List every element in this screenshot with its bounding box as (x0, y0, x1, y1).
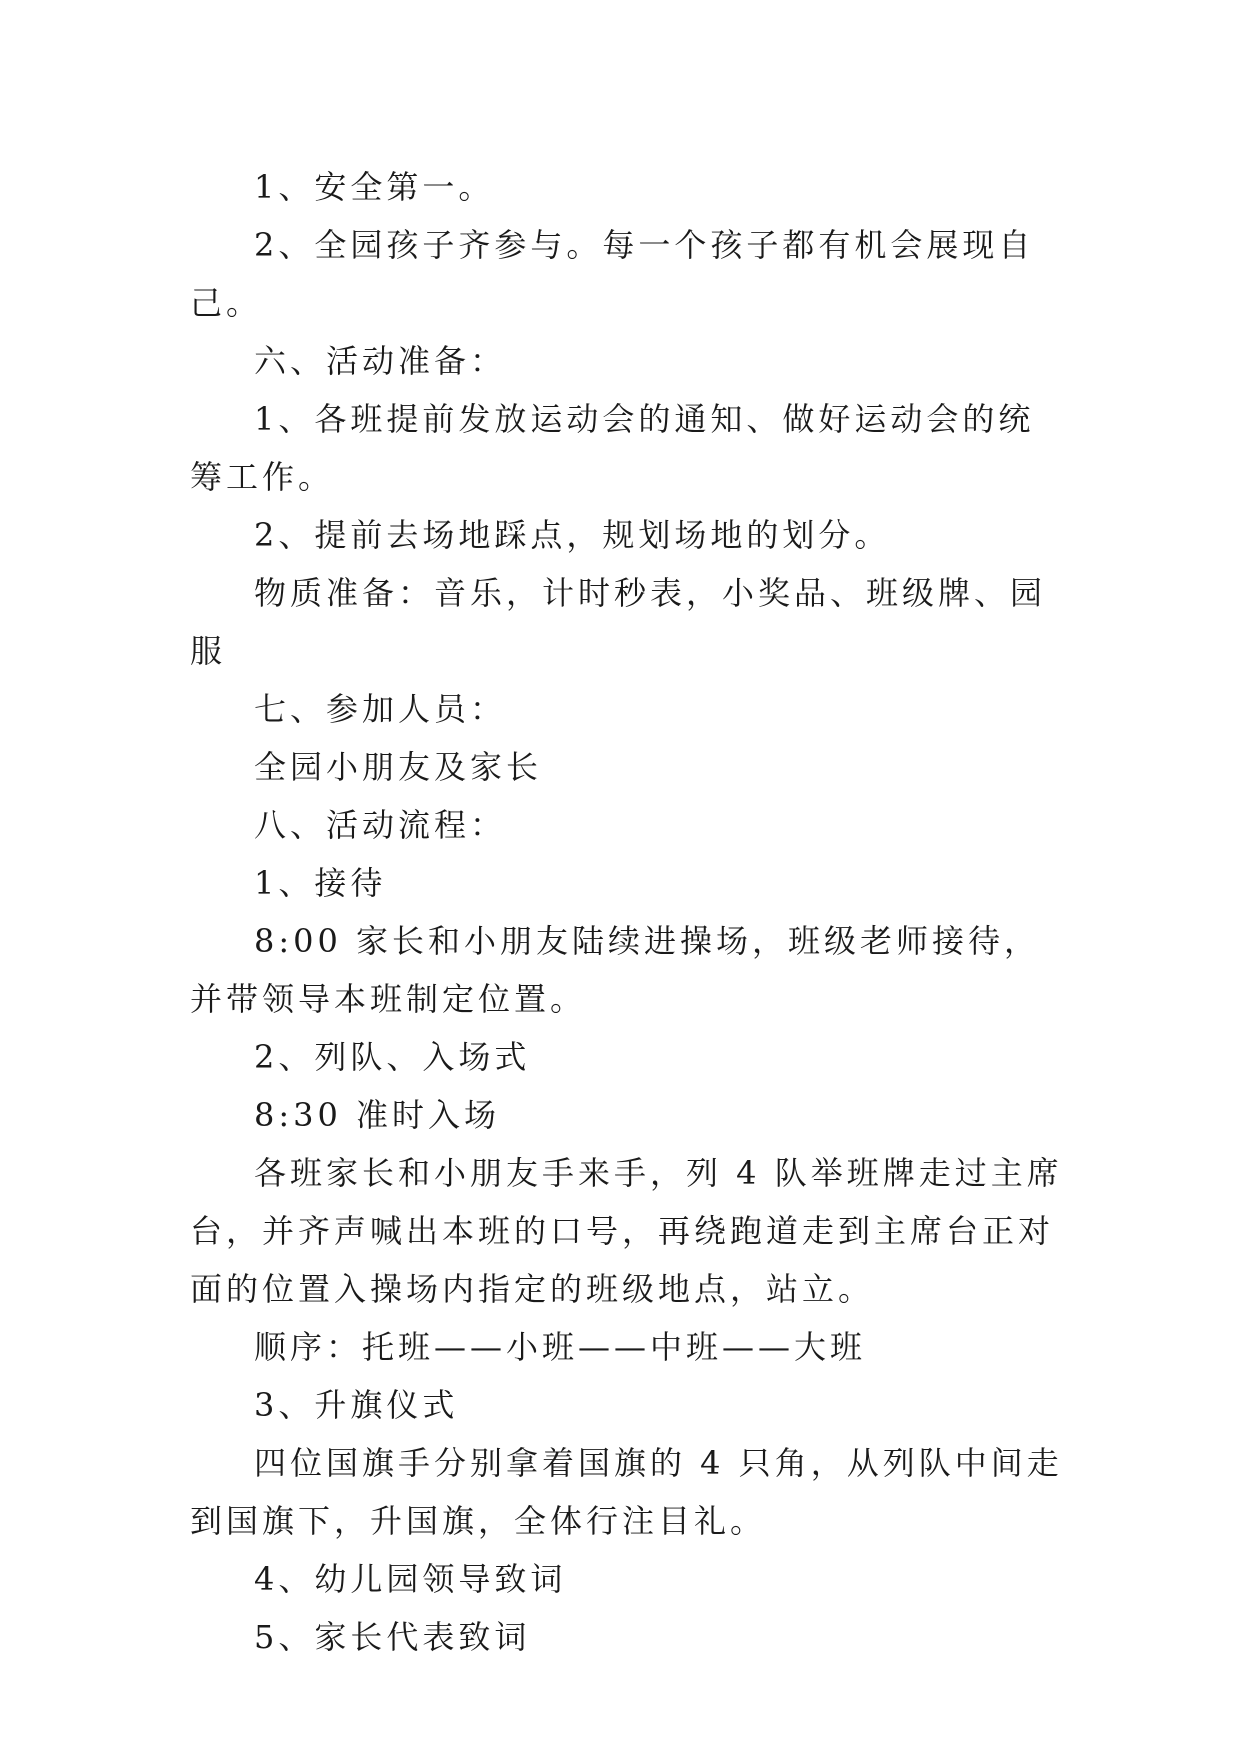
paragraph-safety-first: 1、安全第一。 (254, 168, 495, 206)
paragraph-site-survey: 2、提前去场地踩点，规划场地的划分。 (254, 516, 891, 554)
step-leader-speech: 4、幼儿园领导致词 (254, 1560, 567, 1598)
step-lineup-entrance: 2、列队、入场式 (254, 1038, 531, 1076)
paragraph-flag-raising-detail: 四位国旗手分别拿着国旗的 4 只角，从列队中间走到国旗下，升国旗，全体行注目礼。 (190, 1444, 1063, 1540)
heading-activity-process: 八、活动流程： (254, 806, 507, 844)
paragraph-entrance-detail: 各班家长和小朋友手来手，列 4 队举班牌走过主席台，并齐声喊出本班的口号，再绕跑道走到主席台正对面的位置入操场内指定的班级地点，站立。 (190, 1154, 1063, 1308)
step-reception: 1、接待 (254, 864, 387, 902)
paragraph-reception-detail: 8:00 家长和小朋友陆续进操场，班级老师接待，并带领导本班制定位置。 (190, 922, 1041, 1018)
step-parent-speech: 5、家长代表致词 (254, 1618, 531, 1656)
document-body (190, 158, 1070, 1666)
paragraph-all-participate: 2、全园孩子齐参与。每一个孩子都有机会展现自己。 (190, 226, 1035, 322)
heading-activity-preparation: 六、活动准备： (254, 342, 507, 380)
paragraph-order: 顺序：托班——小班——中班——大班 (254, 1328, 867, 1366)
step-flag-raising: 3、升旗仪式 (254, 1386, 459, 1424)
heading-participants: 七、参加人员： (254, 690, 507, 728)
paragraph-materials: 物质准备：音乐，计时秒表，小奖品、班级牌、园服 (190, 574, 1047, 670)
paragraph-entrance-time: 8:30 准时入场 (254, 1096, 501, 1134)
paragraph-participants: 全园小朋友及家长 (254, 748, 543, 786)
paragraph-send-notice: 1、各班提前发放运动会的通知、做好运动会的统筹工作。 (190, 400, 1035, 496)
